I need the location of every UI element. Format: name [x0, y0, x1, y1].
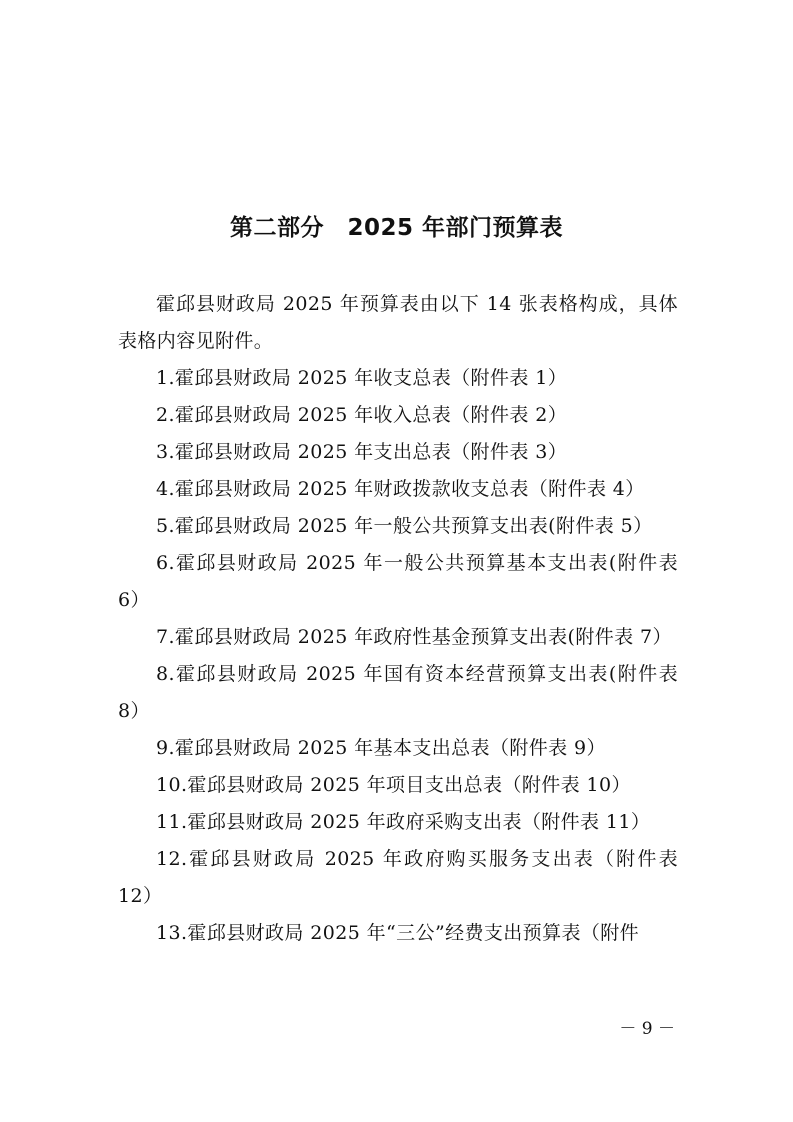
document-body	[118, 286, 678, 952]
list-item: 4.霍邱县财政局 2025 年财政拨款收支总表（附件表 4）	[156, 478, 645, 500]
list-item: 7.霍邱县财政局 2025 年政府性基金预算支出表(附件表 7）	[156, 626, 672, 648]
list-item: 3.霍邱县财政局 2025 年支出总表（附件表 3）	[156, 441, 568, 463]
list-item: 1.霍邱县财政局 2025 年收支总表（附件表 1）	[156, 367, 568, 389]
list-item: 11.霍邱县财政局 2025 年政府采购支出表（附件表 11）	[156, 811, 651, 833]
list-item: 2.霍邱县财政局 2025 年收入总表（附件表 2）	[156, 404, 568, 426]
list-item: 9.霍邱县财政局 2025 年基本支出总表（附件表 9）	[156, 737, 606, 759]
list-item: 6.霍邱县财政局 2025 年一般公共预算基本支出表(附件表 6）	[118, 552, 678, 611]
page-number: － 9 －	[619, 1019, 675, 1039]
list-item: 13.霍邱县财政局 2025 年“三公”经费支出预算表（附件	[156, 922, 640, 944]
intro-paragraph: 霍邱县财政局 2025 年预算表由以下 14 张表格构成，具体表格内容见附件。	[118, 293, 678, 352]
list-item: 8.霍邱县财政局 2025 年国有资本经营预算支出表(附件表 8）	[118, 663, 678, 722]
list-item: 5.霍邱县财政局 2025 年一般公共预算支出表(附件表 5）	[156, 515, 653, 537]
list-item: 10.霍邱县财政局 2025 年项目支出总表（附件表 10）	[156, 774, 631, 796]
page-title: 第二部分 2025 年部门预算表	[229, 215, 564, 241]
list-item: 12.霍邱县财政局 2025 年政府购买服务支出表（附件表 12）	[118, 848, 678, 907]
